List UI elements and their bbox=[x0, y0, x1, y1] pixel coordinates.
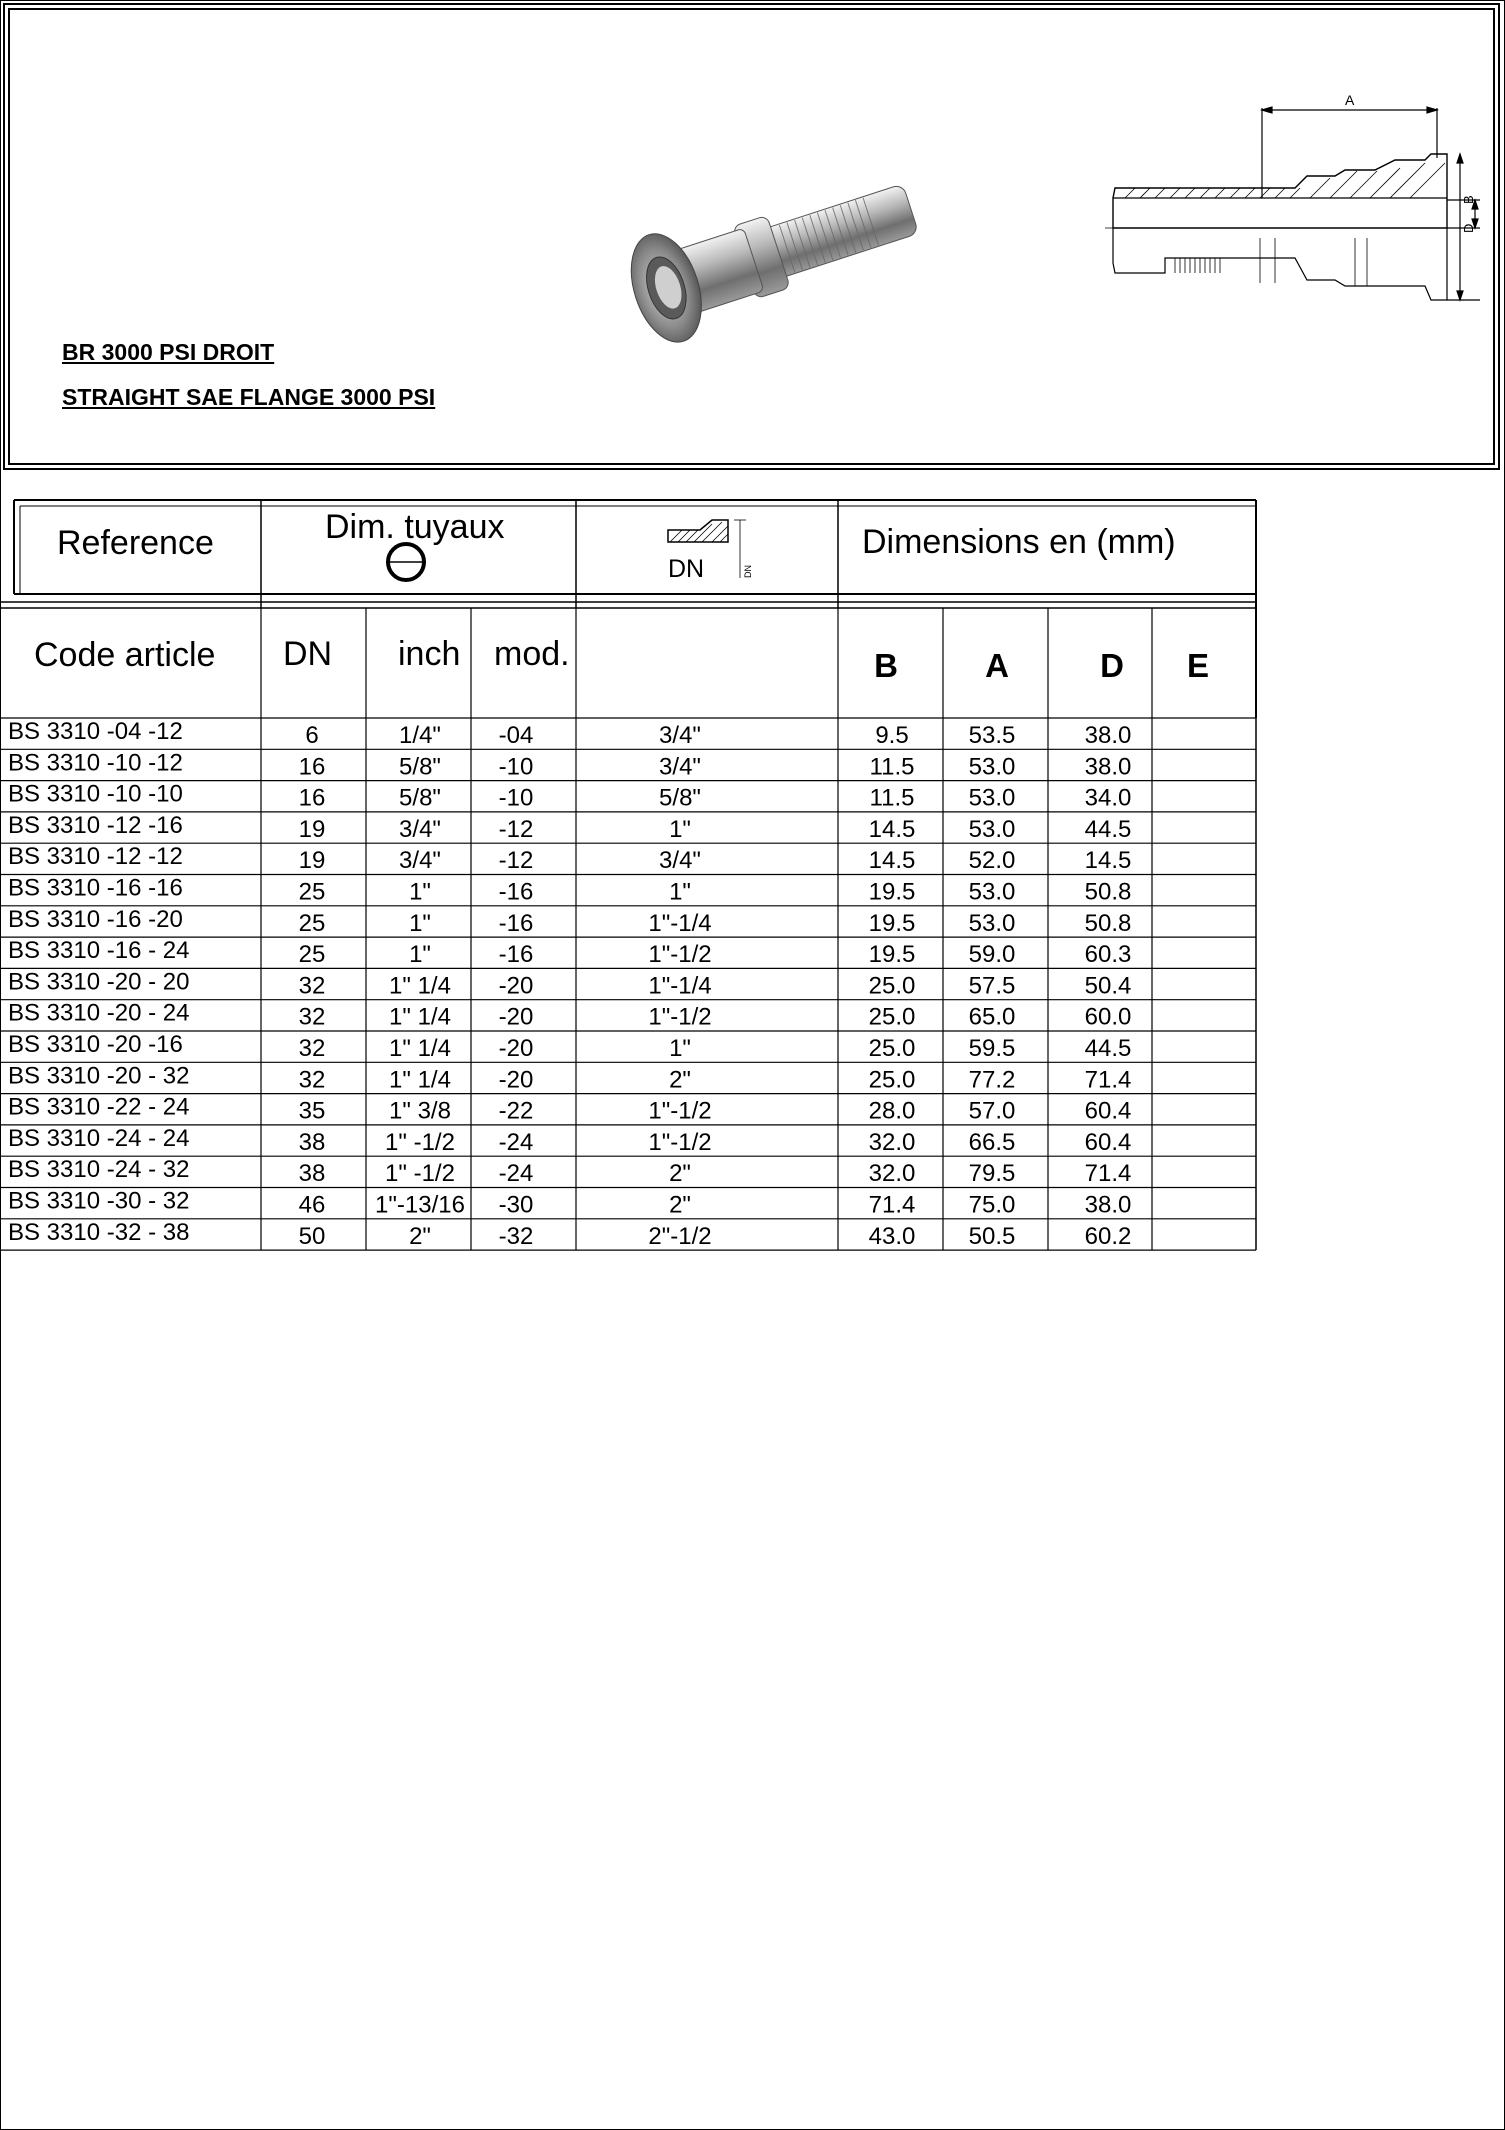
flange-icon-label: DN bbox=[668, 555, 705, 583]
cell-b: 25.0 bbox=[868, 1003, 916, 1031]
table-row bbox=[8, 843, 1131, 874]
cell-a: 59.5 bbox=[968, 1035, 1016, 1062]
cell-code: BS 3310 -04 -12 bbox=[8, 718, 183, 745]
header-inch: inch bbox=[398, 635, 461, 673]
cell-inch: 5/8" bbox=[399, 784, 441, 812]
header-dn: DN bbox=[283, 635, 333, 673]
cell-d: 60.4 bbox=[1084, 1097, 1132, 1125]
cell-inch: 2" bbox=[409, 1222, 431, 1250]
cell-flange: 2"-1/2 bbox=[648, 1222, 712, 1250]
cell-mod: -12 bbox=[498, 847, 534, 875]
cell-a: 53.0 bbox=[968, 753, 1016, 781]
cell-d: 71.4 bbox=[1084, 1160, 1132, 1188]
table-row bbox=[8, 1219, 1131, 1250]
cell-code: BS 3310 -20 - 32 bbox=[8, 1062, 190, 1090]
table-row bbox=[8, 906, 1131, 937]
cell-b: 32.0 bbox=[868, 1128, 916, 1156]
cell-code: BS 3310 -16 -20 bbox=[8, 905, 183, 933]
header-d: D bbox=[1100, 647, 1124, 684]
cell-dn: 32 bbox=[298, 1035, 326, 1062]
table-body bbox=[8, 718, 1131, 1250]
table-row bbox=[8, 1188, 1131, 1219]
header-b: B bbox=[874, 647, 898, 684]
cell-d: 44.5 bbox=[1084, 815, 1132, 843]
cell-mod: -24 bbox=[498, 1160, 534, 1188]
cell-mod: -16 bbox=[498, 941, 534, 969]
cell-flange: 1"-1/2 bbox=[648, 1097, 712, 1125]
cell-code: BS 3310 -20 -16 bbox=[8, 1031, 183, 1058]
header-mod: mod. bbox=[494, 635, 570, 673]
cell-a: 53.0 bbox=[968, 815, 1016, 843]
cell-inch: 3/4" bbox=[399, 847, 441, 875]
cell-code: BS 3310 -24 - 32 bbox=[8, 1156, 190, 1184]
cell-mod: -20 bbox=[498, 1003, 534, 1031]
cell-code: BS 3310 -20 - 24 bbox=[8, 999, 190, 1027]
cell-d: 14.5 bbox=[1084, 847, 1132, 875]
cell-dn: 16 bbox=[298, 784, 326, 812]
cell-a: 59.0 bbox=[968, 941, 1016, 969]
cell-mod: -20 bbox=[498, 1035, 534, 1062]
dim-label-b: B bbox=[1461, 195, 1476, 204]
spec-table bbox=[0, 498, 1260, 1258]
cell-code: BS 3310 -16 -16 bbox=[8, 874, 183, 902]
cell-dn: 38 bbox=[298, 1160, 326, 1188]
cell-dn: 32 bbox=[298, 1066, 326, 1094]
cell-mod: -16 bbox=[498, 909, 534, 937]
cell-inch: 1" 1/4 bbox=[389, 1035, 451, 1062]
cell-inch: 1" bbox=[409, 909, 431, 937]
table-row bbox=[8, 1062, 1131, 1093]
cell-inch: 3/4" bbox=[399, 815, 441, 843]
cell-code: BS 3310 -20 - 20 bbox=[8, 968, 190, 996]
cell-a: 52.0 bbox=[968, 847, 1016, 875]
cell-mod: -10 bbox=[498, 753, 534, 781]
cell-flange: 1" bbox=[669, 815, 691, 843]
cell-mod: -24 bbox=[498, 1128, 534, 1156]
table-row bbox=[8, 812, 1131, 843]
cell-dn: 19 bbox=[298, 847, 326, 875]
table-row bbox=[8, 749, 1131, 780]
cell-code: BS 3310 -10 -12 bbox=[8, 749, 183, 777]
cell-b: 11.5 bbox=[869, 753, 915, 781]
cell-mod: -04 bbox=[498, 722, 534, 749]
cell-d: 44.5 bbox=[1084, 1035, 1132, 1062]
dim-label-a: A bbox=[1345, 92, 1355, 108]
cell-flange: 1"-1/2 bbox=[648, 941, 712, 969]
cell-flange: 2" bbox=[669, 1160, 691, 1188]
cell-mod: -20 bbox=[498, 1066, 534, 1094]
technical-drawing bbox=[1095, 88, 1485, 313]
cell-code: BS 3310 -16 - 24 bbox=[8, 937, 190, 965]
cell-d: 71.4 bbox=[1084, 1066, 1132, 1094]
cell-d: 60.4 bbox=[1084, 1128, 1132, 1156]
table-row bbox=[8, 781, 1131, 812]
table-row bbox=[8, 1000, 1131, 1031]
cell-a: 53.5 bbox=[968, 722, 1016, 749]
cell-d: 50.8 bbox=[1084, 878, 1132, 906]
cell-flange: 5/8" bbox=[659, 784, 701, 812]
cell-a: 50.5 bbox=[968, 1222, 1016, 1250]
cell-code: BS 3310 -30 - 32 bbox=[8, 1187, 190, 1215]
cell-a: 79.5 bbox=[968, 1160, 1016, 1188]
header-dim-tuyaux: Dim. tuyaux bbox=[325, 508, 505, 546]
table-row bbox=[8, 1094, 1131, 1125]
fitting-photo bbox=[615, 165, 940, 345]
cell-dn: 6 bbox=[305, 722, 319, 749]
cell-d: 38.0 bbox=[1084, 722, 1132, 749]
cell-flange: 1" bbox=[669, 878, 691, 906]
cell-d: 60.3 bbox=[1084, 941, 1132, 969]
cell-b: 19.5 bbox=[868, 909, 916, 937]
cell-dn: 50 bbox=[298, 1222, 326, 1250]
header-reference: Reference bbox=[57, 524, 214, 562]
cell-b: 9.5 bbox=[875, 722, 909, 749]
cell-inch: 1" -1/2 bbox=[385, 1128, 455, 1156]
cell-a: 53.0 bbox=[968, 784, 1016, 812]
cell-inch: 1" -1/2 bbox=[385, 1160, 455, 1188]
cell-a: 65.0 bbox=[968, 1003, 1016, 1031]
cell-a: 75.0 bbox=[968, 1191, 1016, 1219]
cell-dn: 19 bbox=[298, 815, 326, 843]
cell-b: 28.0 bbox=[868, 1097, 916, 1125]
cell-d: 50.4 bbox=[1084, 972, 1132, 1000]
cell-code: BS 3310 -10 -10 bbox=[8, 780, 183, 808]
cell-a: 57.0 bbox=[968, 1097, 1016, 1125]
cell-b: 19.5 bbox=[868, 941, 916, 969]
cell-d: 38.0 bbox=[1084, 753, 1132, 781]
cell-dn: 25 bbox=[298, 878, 326, 906]
cell-a: 57.5 bbox=[968, 972, 1016, 1000]
cell-b: 25.0 bbox=[868, 972, 916, 1000]
cell-d: 38.0 bbox=[1084, 1191, 1132, 1219]
cell-code: BS 3310 -32 - 38 bbox=[8, 1218, 190, 1246]
cell-flange: 1"-1/4 bbox=[648, 909, 712, 937]
cell-d: 50.8 bbox=[1084, 909, 1132, 937]
cell-a: 53.0 bbox=[968, 878, 1016, 906]
table-row bbox=[8, 1031, 1131, 1062]
table-row bbox=[8, 968, 1131, 999]
cell-dn: 16 bbox=[298, 753, 326, 781]
cell-dn: 25 bbox=[298, 909, 326, 937]
cell-inch: 1" 1/4 bbox=[389, 972, 451, 1000]
cell-inch: 1" bbox=[409, 941, 431, 969]
cell-dn: 32 bbox=[298, 1003, 326, 1031]
cell-inch: 5/8" bbox=[399, 753, 441, 781]
table-row bbox=[8, 875, 1131, 906]
cell-flange: 3/4" bbox=[659, 753, 701, 781]
cell-b: 25.0 bbox=[868, 1035, 916, 1062]
table-row bbox=[8, 718, 1131, 749]
cell-d: 60.2 bbox=[1084, 1222, 1132, 1250]
cell-inch: 1" 1/4 bbox=[389, 1066, 451, 1094]
cell-d: 60.0 bbox=[1084, 1003, 1132, 1031]
cell-a: 66.5 bbox=[968, 1128, 1016, 1156]
cell-b: 25.0 bbox=[868, 1066, 916, 1094]
table-row bbox=[8, 1156, 1131, 1187]
cell-b: 14.5 bbox=[868, 815, 916, 843]
cell-dn: 38 bbox=[298, 1128, 326, 1156]
cell-flange: 3/4" bbox=[659, 722, 701, 749]
cell-mod: -12 bbox=[498, 815, 534, 843]
header-e: E bbox=[1186, 647, 1210, 684]
cell-dn: 25 bbox=[298, 941, 326, 969]
cell-inch: 1" 3/8 bbox=[389, 1097, 451, 1125]
cell-mod: -22 bbox=[498, 1097, 534, 1125]
cell-b: 32.0 bbox=[868, 1160, 916, 1188]
table-row bbox=[8, 937, 1131, 968]
cell-dn: 46 bbox=[298, 1191, 326, 1219]
cell-b: 43.0 bbox=[868, 1222, 916, 1250]
dim-label-d: D bbox=[1461, 223, 1476, 233]
cell-mod: -16 bbox=[498, 878, 534, 906]
cell-a: 77.2 bbox=[968, 1066, 1016, 1094]
cell-code: BS 3310 -12 -16 bbox=[8, 811, 183, 839]
cell-inch: 1" bbox=[409, 878, 431, 906]
header-dimensions: Dimensions en (mm) bbox=[862, 523, 1176, 561]
cell-b: 14.5 bbox=[868, 847, 916, 875]
cell-flange: 2" bbox=[669, 1191, 691, 1219]
cell-flange: 2" bbox=[669, 1066, 691, 1094]
header-code-article: Code article bbox=[34, 636, 216, 674]
cell-flange: 1"-1/2 bbox=[648, 1003, 712, 1031]
cell-inch: 1" 1/4 bbox=[389, 1003, 451, 1031]
cell-flange: 3/4" bbox=[659, 847, 701, 875]
cell-flange: 1"-1/4 bbox=[648, 972, 712, 1000]
cell-b: 19.5 bbox=[868, 878, 916, 906]
diameter-icon bbox=[386, 544, 426, 580]
cell-flange: 1"-1/2 bbox=[648, 1128, 712, 1156]
cell-code: BS 3310 -24 - 24 bbox=[8, 1124, 190, 1152]
cell-code: BS 3310 -22 - 24 bbox=[8, 1093, 190, 1121]
cell-dn: 35 bbox=[298, 1097, 326, 1125]
cell-mod: -30 bbox=[498, 1191, 534, 1219]
cell-inch: 1"-13/16 bbox=[375, 1191, 465, 1219]
cell-b: 11.5 bbox=[869, 784, 915, 812]
cell-mod: -10 bbox=[498, 784, 534, 812]
product-title-fr: BR 3000 PSI DROIT bbox=[62, 339, 275, 365]
flange-icon-side-label: DN bbox=[743, 565, 753, 578]
cell-dn: 32 bbox=[298, 972, 326, 1000]
cell-b: 71.4 bbox=[868, 1191, 916, 1219]
cell-a: 53.0 bbox=[968, 909, 1016, 937]
cell-code: BS 3310 -12 -12 bbox=[8, 843, 183, 871]
header-a: A bbox=[985, 647, 1009, 684]
cell-inch: 1/4" bbox=[399, 722, 441, 749]
cell-mod: -20 bbox=[498, 972, 534, 1000]
product-title-en: STRAIGHT SAE FLANGE 3000 PSI bbox=[62, 384, 436, 410]
table-row bbox=[8, 1125, 1131, 1156]
cell-d: 34.0 bbox=[1084, 784, 1132, 812]
cell-mod: -32 bbox=[498, 1222, 534, 1250]
cell-flange: 1" bbox=[669, 1035, 691, 1062]
